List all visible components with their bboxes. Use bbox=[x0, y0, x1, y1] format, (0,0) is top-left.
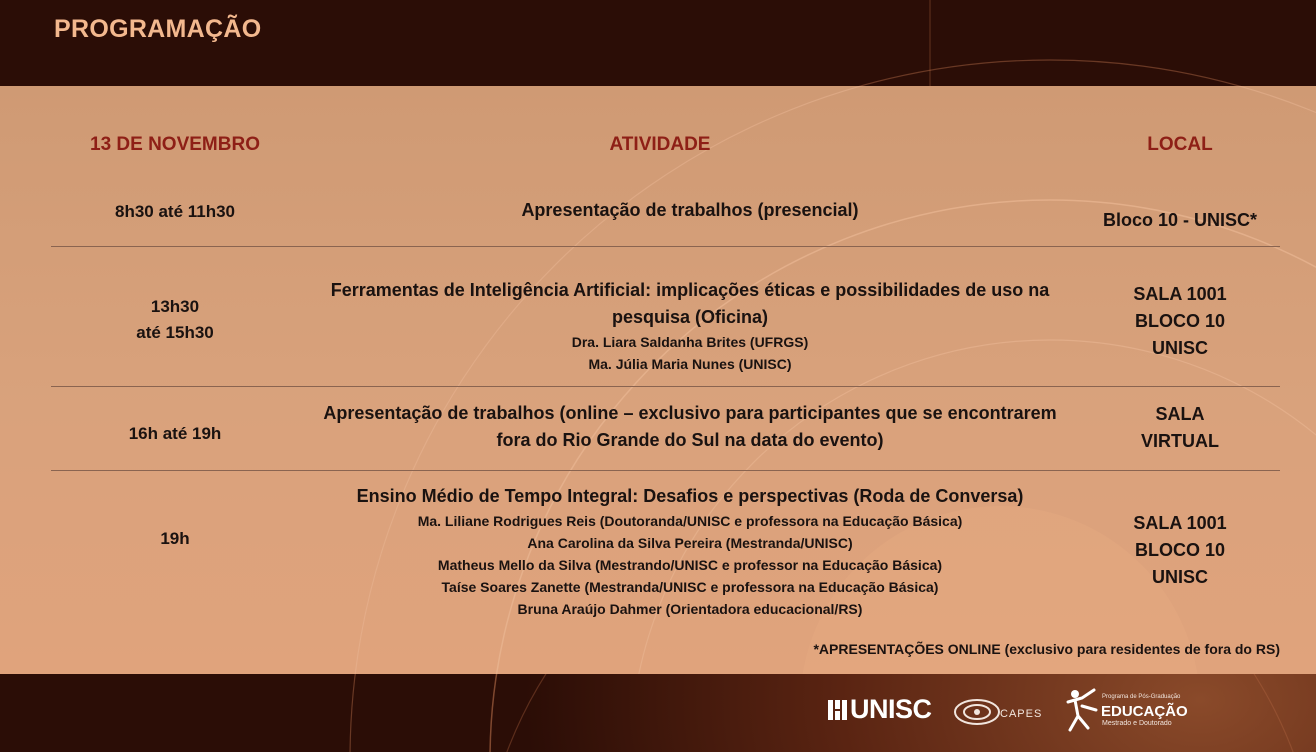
column-header-date: 13 DE NOVEMBRO bbox=[90, 134, 260, 155]
education-program-label: Programa de Pós-Graduação bbox=[1102, 694, 1181, 700]
row-4-location: SALA 1001 BLOCO 10 UNISC bbox=[1133, 513, 1227, 587]
capes-logo-icon bbox=[952, 692, 1002, 728]
sponsor-logos bbox=[820, 682, 1260, 742]
row-4-activity: Ensino Médio de Tempo Integral: Desafios e perspectivas (Roda de Conversa) Ma. Liliane Rodrigues Reis (Doutoranda/UNISC e professora na Educação Básica) Ana Carolina da Silva Pereira (Mestranda/UNISC) Matheus Mello da Silva (Mestrando/UNISC e professor na Educação Básica) Taíse Soares Zanette (Mestranda/UNISC e professora na Educação Básica) Bruna Araújo Dahmer (Orientadora educacional/RS) bbox=[356, 486, 1024, 617]
row-3-location: SALA VIRTUAL bbox=[1141, 404, 1219, 451]
row-2-location: SALA 1001 BLOCO 10 UNISC bbox=[1133, 284, 1227, 358]
row-1-time: 8h30 até 11h30 bbox=[114, 202, 236, 221]
row-separator bbox=[51, 246, 1280, 247]
row-3-time: 16h até 19h bbox=[128, 424, 222, 443]
row-4-time: 19h bbox=[160, 529, 190, 548]
row-1-location: Bloco 10 - UNISC* bbox=[1102, 210, 1258, 230]
row-2-activity: Ferramentas de Inteligência Artificial: implicações éticas e possibilidades de uso na pesquisa (Oficina) Dra. Liara Saldanha Brites (UFRGS) Ma. Júlia Maria Nunes (UNISC) bbox=[330, 280, 1050, 372]
row-separator bbox=[51, 470, 1280, 471]
column-header-location: LOCAL bbox=[1147, 134, 1213, 155]
unisc-logo: UNISC bbox=[850, 694, 932, 724]
page-title: PROGRAMAÇÃO bbox=[54, 15, 262, 43]
row-2-time: 13h30 até 15h30 bbox=[136, 297, 214, 342]
row-3-activity: Apresentação de trabalhos (online – exclusivo para participantes que se encontrarem fora do Rio Grande do Sul na data do evento) bbox=[323, 403, 1057, 450]
row-separator bbox=[51, 386, 1280, 387]
unisc-logo-mark-icon bbox=[828, 700, 850, 720]
education-program-logo-icon bbox=[1064, 686, 1100, 732]
capes-logo: CAPES bbox=[1000, 708, 1043, 720]
row-1-activity: Apresentação de trabalhos (presencial) bbox=[521, 200, 859, 220]
column-header-activity: ATIVIDADE bbox=[609, 134, 711, 155]
education-logo-text: EDUCAÇÃO bbox=[1101, 703, 1188, 720]
online-footnote: *APRESENTAÇÕES ONLINE (exclusivo para residentes de fora do RS) bbox=[813, 641, 1280, 657]
schedule-panel bbox=[0, 86, 1316, 674]
top-band bbox=[0, 0, 1316, 86]
education-program-subtitle: Mestrado e Doutorado bbox=[1102, 720, 1172, 727]
